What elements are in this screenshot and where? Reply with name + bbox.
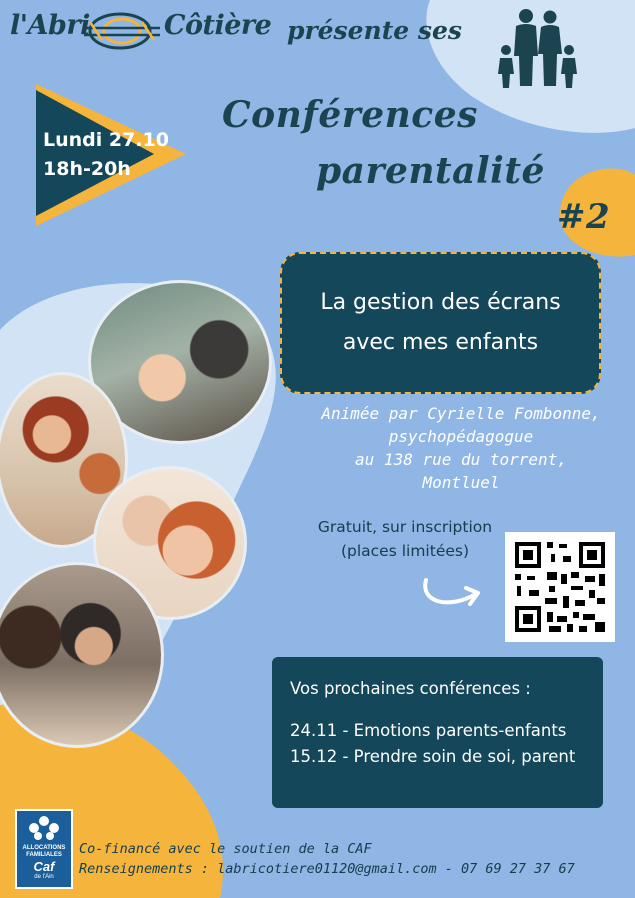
topic-line-2: avec mes enfants bbox=[342, 330, 539, 355]
registration-info bbox=[290, 515, 520, 563]
animator-line-2: psychopédagogue bbox=[388, 427, 534, 446]
topic-line-1: La gestion des écrans bbox=[320, 290, 561, 315]
presents-text: présente ses bbox=[287, 16, 462, 45]
date-time: 18h-20h bbox=[43, 158, 131, 180]
next-conference-item-2: 15.12 - Prendre soin de soi, parent bbox=[290, 747, 576, 766]
knot-logo-icon bbox=[82, 10, 162, 52]
caf-line-1: ALLOCATIONS bbox=[22, 845, 66, 851]
caf-line-2: FAMILIALES bbox=[26, 852, 62, 858]
qr-code-pattern bbox=[505, 532, 615, 642]
family-icon bbox=[496, 6, 580, 88]
animator-line-3: au 138 rue du torrent, bbox=[355, 450, 567, 469]
logo bbox=[10, 10, 90, 41]
topic-box bbox=[280, 252, 601, 394]
next-conferences-heading: Vos prochaines conférences : bbox=[290, 679, 531, 698]
animator-info bbox=[296, 402, 626, 494]
registration-line-1: Gratuit, sur inscription bbox=[317, 518, 493, 536]
caf-logo bbox=[15, 809, 73, 889]
animator-line-4: Montluel bbox=[422, 473, 500, 492]
title-line-1: Conférences bbox=[222, 94, 478, 136]
next-conference-item-1: 24.11 - Emotions parents-enfants bbox=[290, 721, 567, 740]
footer-line-1: Co-financé avec le soutien de la CAF bbox=[79, 841, 372, 857]
footer-line-2: Renseignements : labricotiere01120@gmail.com - 07 69 27 37 67 bbox=[79, 861, 575, 877]
logo-text-left: l'Abri bbox=[10, 10, 90, 41]
caf-region: de l'Ain bbox=[34, 874, 54, 880]
title-number: #2 bbox=[557, 197, 611, 237]
registration-line-2: (places limitées) bbox=[340, 542, 470, 560]
logo-text-right-wrap bbox=[164, 10, 271, 41]
animator-line-1: Animée par Cyrielle Fombonne, bbox=[321, 404, 601, 423]
caf-brand: Caf bbox=[33, 859, 55, 874]
next-conferences-box bbox=[272, 657, 603, 808]
date-day: Lundi 27.10 bbox=[43, 129, 169, 151]
caf-flower-icon bbox=[24, 814, 64, 840]
title-line-2: parentalité bbox=[316, 150, 545, 192]
logo-text-right: Côtière bbox=[164, 10, 272, 41]
curved-arrow-icon bbox=[418, 572, 488, 612]
date-block bbox=[43, 126, 169, 184]
qr-code[interactable] bbox=[505, 532, 615, 642]
